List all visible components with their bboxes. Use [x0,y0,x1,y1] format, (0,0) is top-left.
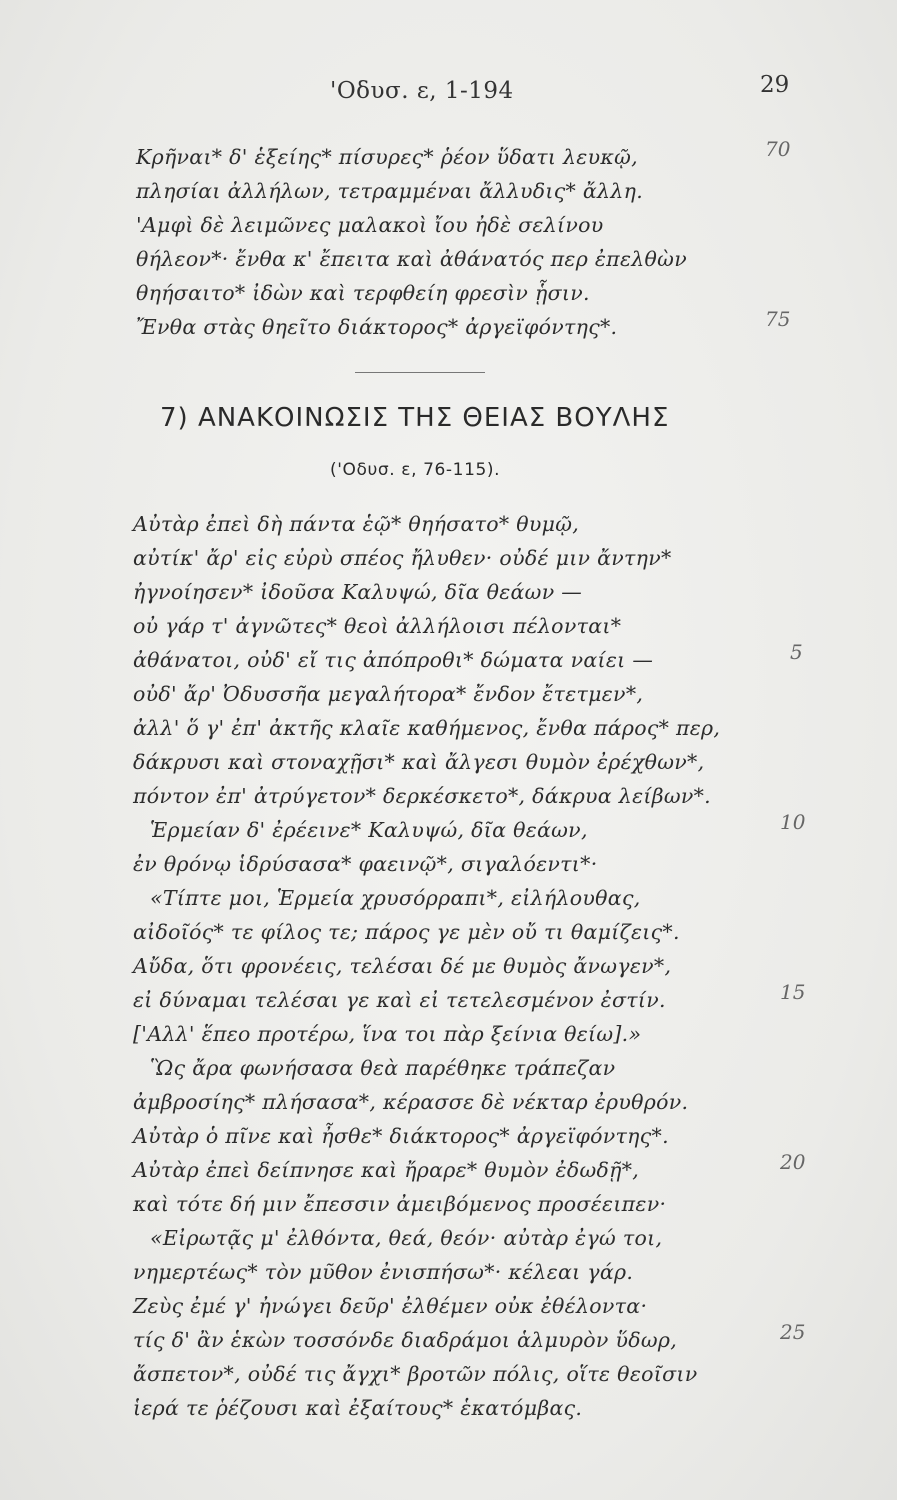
verse-line: Ζεὺς ἐμέ γ' ἠνώγει δεῦρ' ἐλθέμεν οὐκ ἐθέλοντα· [133,1294,648,1318]
line-number: 20 [780,1150,806,1174]
page-number: 29 [760,72,790,98]
verse-line: Αὐτὰρ ἐπεὶ δείπνησε καὶ ἤραρε* θυμὸν ἐδωδῇ*, [133,1158,640,1182]
verse-line: τίς δ' ἂν ἑκὼν τοσσόνδε διαδράμοι ἁλμυρὸν ὕδωρ, [133,1328,678,1352]
section-divider [355,372,485,373]
verse-line: «Εἰρωτᾷς μ' ἐλθόντα, θεά, θεόν· αὐτὰρ ἐγώ τοι, [150,1226,663,1250]
verse-line: Ἔνθα στὰς θηεῖτο διάκτορος* ἀργεϊφόντης*. [136,315,618,339]
verse-line: πόντον ἐπ' ἀτρύγετον* δερκέσκετο*, δάκρυα λείβων*. [133,784,711,808]
verse-line: θήλεον*· ἔνθα κ' ἔπειτα καὶ ἀθάνατός περ ἐπελθὼν [136,247,687,271]
verse-line: θηήσαιτο* ἰδὼν καὶ τερφθείη φρεσὶν ᾗσιν. [136,281,590,305]
verse-line: ἱερά τε ῥέζουσι καὶ ἐξαίτους* ἑκατόμβας. [133,1396,583,1420]
verse-line: οὐ γάρ τ' ἀγνῶτες* θεοὶ ἀλλήλοισι πέλονται* [133,614,622,638]
verse-line: ἐν θρόνῳ ἱδρύσασα* φαεινῷ*, σιγαλόεντι*· [133,852,598,876]
verse-line: «Τίπτε μοι, Ἑρμεία χρυσόρραπι*, εἰλήλουθας, [150,886,641,910]
verse-line: νημερτέως* τὸν μῦθον ἐνισπήσω*· κέλεαι γάρ. [133,1260,634,1284]
verse-line: ἠγνοίησεν* ἰδοῦσα Καλυψώ, δῖα θεάων — [133,580,583,604]
verse-line: Αὔδα, ὅτι φρονέεις, τελέσαι δέ με θυμὸς ἄνωγεν*, [133,954,672,978]
line-number: 25 [780,1320,806,1344]
verse-line: ἀμβροσίης* πλήσασα*, κέρασσε δὲ νέκταρ ἐρυθρόν. [133,1090,689,1114]
line-number: 15 [780,980,806,1004]
verse-line: εἰ δύναμαι τελέσαι γε καὶ εἰ τετελεσμένον ἐστίν. [133,988,666,1012]
verse-line: αὐτίκ' ἄρ' εἰς εὐρὺ σπέος ἤλυθεν· οὐδέ μιν ἄντην* [133,546,672,570]
line-number: 10 [780,810,806,834]
verse-line: πλησίαι ἀλλήλων, τετραμμέναι ἄλλυδις* ἄλλη. [136,179,644,203]
verse-line: ἀθάνατοι, οὐδ' εἴ τις ἀπόπροθι* δώματα ναίει — [133,648,654,672]
line-number: 5 [790,640,803,664]
verse-line: οὐδ' ἄρ' Ὀδυσσῆα μεγαλήτορα* ἔνδον ἔτετμεν*, [133,682,644,706]
verse-line: Κρῆναι* δ' ἑξείης* πίσυρες* ῥέον ὕδατι λευκῷ, [136,145,638,169]
verse-line: Ἑρμείαν δ' ἐρέεινε* Καλυψώ, δῖα θεάων, [150,818,588,842]
verse-line: ['Αλλ' ἕπεο προτέρω, ἵνα τοι πὰρ ξείνια θείω].» [133,1022,642,1046]
verse-line: ἄσπετον*, οὐδέ τις ἄγχι* βροτῶν πόλις, οἵτε θεοῖσιν [133,1362,698,1386]
section-title: 7) ΑΝΑΚΟΙΝΩΣΙΣ ΤΗΣ ΘΕΙΑΣ ΒΟΥΛΗΣ [160,403,670,433]
section-subtitle: ('Οδυσ. ε, 76-115). [330,460,501,480]
verse-line: Αὐτὰρ ὁ πῖνε καὶ ἦσθε* διάκτορος* ἀργεϊφόντης*. [133,1124,669,1148]
line-number: 70 [765,137,791,161]
verse-line: αἰδοῖός* τε φίλος τε; πάρος γε μὲν οὔ τι θαμίζεις*. [133,920,680,944]
line-number: 75 [765,307,791,331]
verse-line: καὶ τότε δή μιν ἔπεσσιν ἀμειβόμενος προσέειπεν· [133,1192,667,1216]
verse-line: Αὐτὰρ ἐπεὶ δὴ πάντα ἑῷ* θηήσατο* θυμῷ, [133,512,580,536]
running-head: 'Οδυσ. ε, 1-194 [330,78,514,104]
verse-line: 'Αμφὶ δὲ λειμῶνες μαλακοὶ ἴου ἠδὲ σελίνου [136,213,604,237]
verse-line: Ὣς ἄρα φωνήσασα θεὰ παρέθηκε τράπεζαν [150,1056,616,1080]
verse-line: ἀλλ' ὅ γ' ἐπ' ἀκτῆς κλαῖε καθήμενος, ἔνθα πάρος* περ, [133,716,721,740]
verse-line: δάκρυσι καὶ στοναχῇσι* καὶ ἄλγεσι θυμὸν ἐρέχθων*, [133,750,705,774]
